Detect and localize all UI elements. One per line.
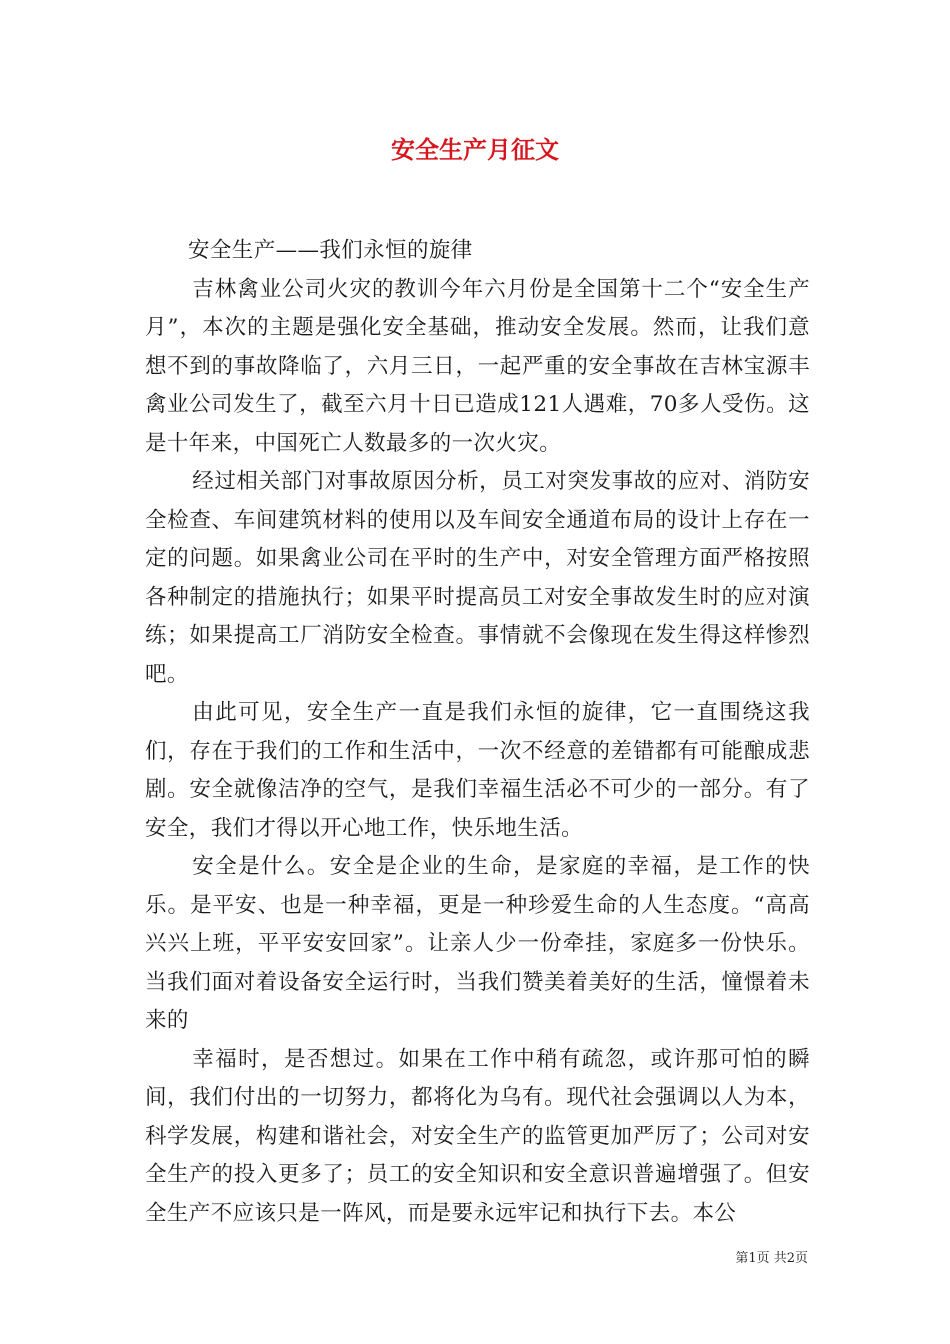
paragraph-4: 安全是什么。安全是企业的生命，是家庭的幸福，是工作的快乐。是平安、也是一种幸福，更是一种珍爱生命的人生态度。“高高兴兴上班，平平安安回家”。让亲人少一份牵挂，家庭多一份快乐。当我们面对着设备安全运行时，当我们赞美着美好的生活，憧憬着未来的: [145, 854, 810, 1033]
document-subtitle: 安全生产——我们永恒的旋律: [188, 238, 473, 263]
page-number-footer: 第1页 共2页: [735, 1251, 808, 1266]
paragraph-2: 经过相关部门对事故原因分析，员工对突发事故的应对、消防安全检查、车间建筑材料的使用以及车间安全通道布局的设计上存在一定的问题。如果禽业公司在平时的生产中，对安全管理方面严格按照各种制定的措施执行；如果平时提高员工对安全事故发生时的应对演练；如果提高工厂消防安全检查。事情就不会像现在发生得这样惨烈吧。: [145, 469, 810, 687]
paragraph-3: 由此可见，安全生产一直是我们永恒的旋律，它一直围绕这我们，存在于我们的工作和生活中，一次不经意的差错都有可能酿成悲剧。安全就像洁净的空气，是我们幸福生活必不可少的一部分。有了安全，我们才得以开心地工作，快乐地生活。: [145, 700, 810, 841]
document-body: [145, 232, 810, 1233]
paragraph-1: 吉林禽业公司火灾的教训今年六月份是全国第十二个“安全生产月”，本次的主题是强化安全基础，推动安全发展。然而，让我们意想不到的事故降临了，六月三日，一起严重的安全事故在吉林宝源丰禽业公司发生了，截至六月十日已造成121人遇难，70多人受伤。这是十年来，中国死亡人数最多的一次火灾。: [145, 276, 810, 456]
paragraph-5: 幸福时，是否想过。如果在工作中稍有疏忽，或许那可怕的瞬间，我们付出的一切努力，都将化为乌有。现代社会强调以人为本，科学发展，构建和谐社会，对安全生产的监管更加严厉了；公司对安全生产的投入更多了；员工的安全知识和安全意识普遍增强了。但安全生产不应该只是一阵风，而是要永远牢记和执行下去。本公: [145, 1046, 810, 1226]
document-title: 安全生产月征文: [391, 135, 559, 164]
